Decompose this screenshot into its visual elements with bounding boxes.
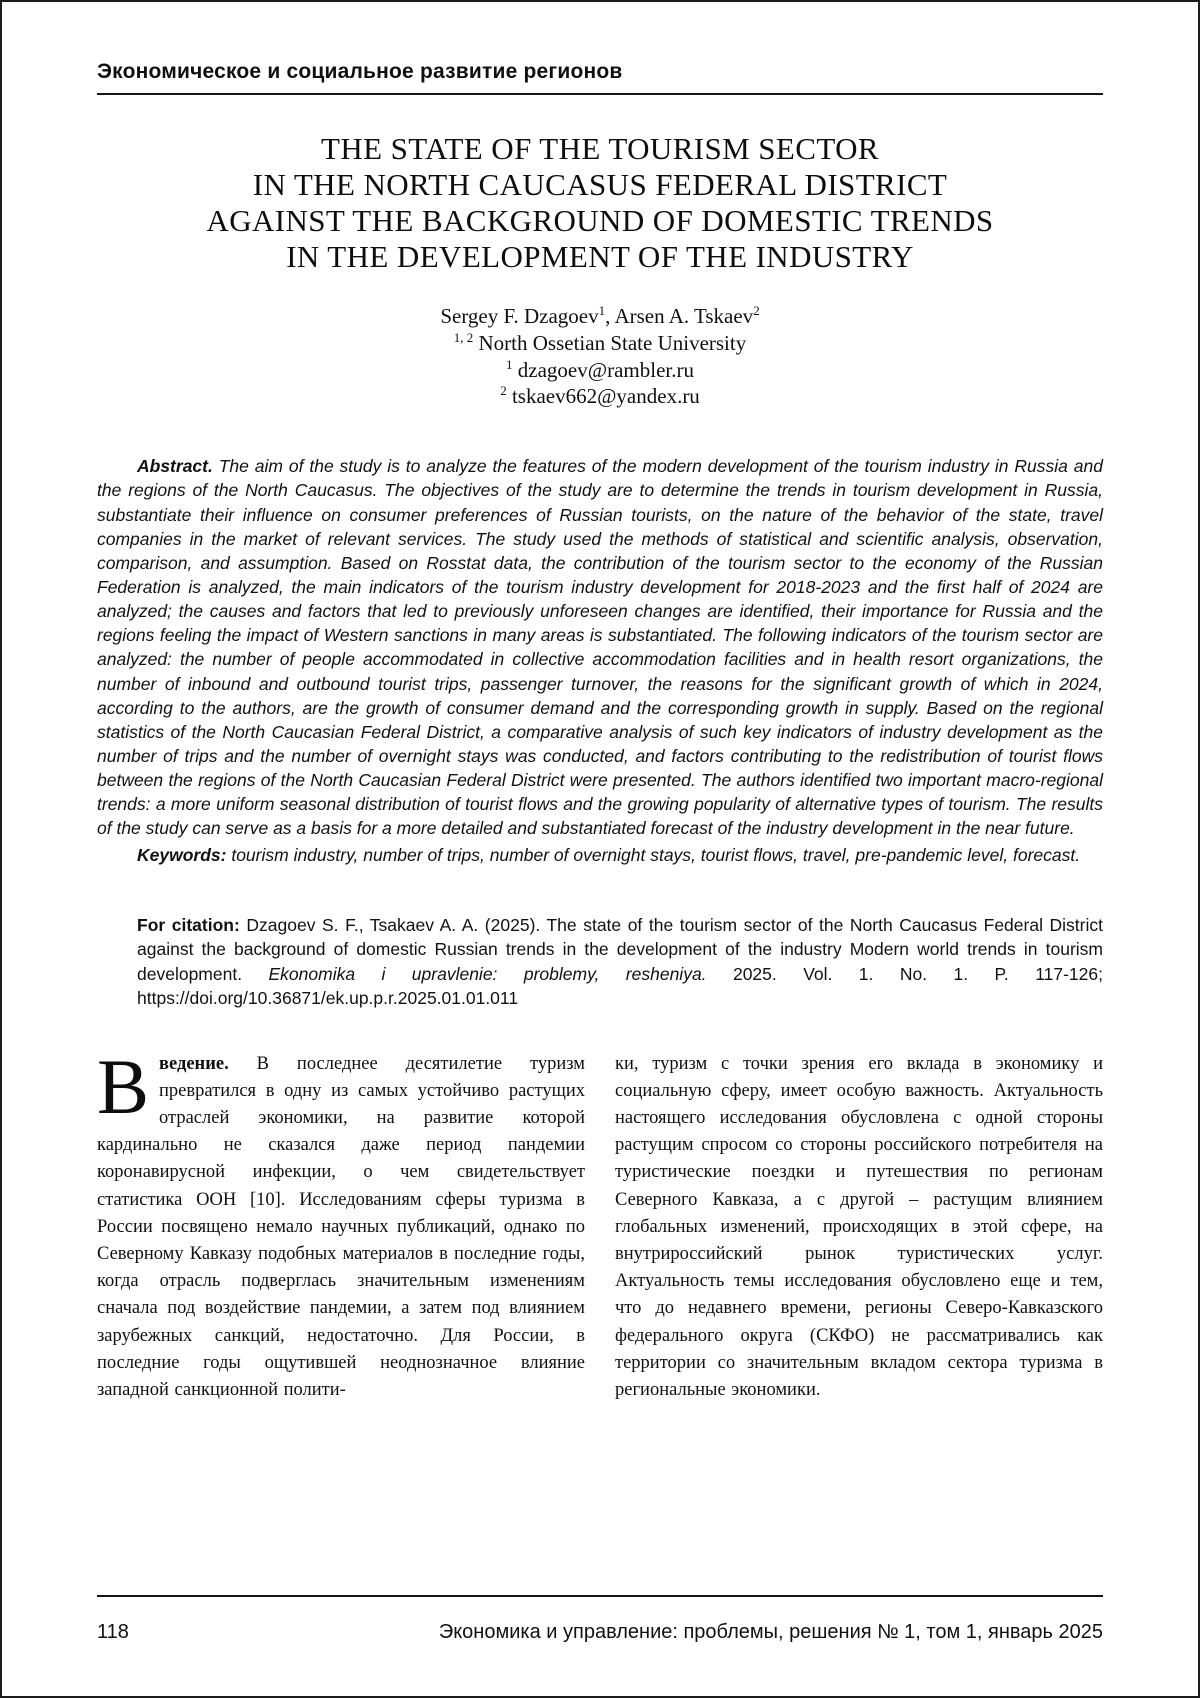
article-title: [97, 131, 1103, 275]
title-line-2: IN THE NORTH CAUCASUS FEDERAL DISTRICT: [252, 166, 948, 202]
author-1-name: Sergey F. Dzagoev: [440, 303, 599, 328]
right-column: [615, 1051, 1103, 1404]
right-column-text: ки, туризм с точки зрения его вклада в экономику и социальную сферу, имеет особую важность. Актуальность настоящего исследования обусловлена с одной стороны растущим спросом со стороны российского потребителя на туристические поездки и путешествия по регионам Северного Кавказа, а с другой – растущим влиянием глобальных изменений, происходящих в этой сфере, на внутрироссийский рынок туристических услуг. Актуальность темы исследования обусловлено еще и тем, что до недавнего времени, регионы Северо-Кавказского федерального округа (СКФО) не рассматривались как территории со значительным вкладом сектора туризма в региональные экономики.: [615, 1053, 1103, 1400]
title-line-1: THE STATE OF THE TOURISM SECTOR: [321, 131, 879, 166]
abstract-paragraph: [97, 454, 1103, 840]
keywords-paragraph: [97, 843, 1103, 867]
email-line-1: [97, 357, 1103, 384]
title-line-3: AGAINST THE BACKGROUND OF DOMESTIC TRENDS: [206, 202, 994, 238]
keywords-label: Keywords:: [137, 844, 227, 865]
citation-paragraph: [137, 913, 1103, 1011]
author-2-name: Arsen A. Tskaev: [614, 303, 754, 328]
dropcap-letter: В: [97, 1042, 150, 1130]
email-2-sup: 2: [500, 383, 507, 399]
email-line-2: [97, 383, 1103, 410]
left-column-text: В последнее десятилетие туризм превратился в одну из самых устойчиво растущих отраслей экономики, на развитие которой кардинально не сказался даже период пандемии коронавирусной инфекции, о чем свидетельствует статистика ООН [10]. Исследованиям сферы туризма в России посвящено немало научных публикаций, однако по Северному Кавказу подобных материалов в последние годы, когда отрасль подверглась значительным изменениям сначала под воздействие пандемии, а затем под влиянием зарубежных санкций, недостаточно. Для России, в последние годы ощутившей неоднозначное влияние западной санкционной полити-: [97, 1053, 585, 1400]
footer-journal-info: Экономика и управление: проблемы, решения № 1, том 1, январь 2025: [438, 1621, 1103, 1643]
footer-rule: [97, 1595, 1103, 1597]
body-columns: [97, 1042, 1103, 1404]
abstract-text: The aim of the study is to analyze the features of the modern development of the tourism industry in Russia and the regions of the North Caucasus. The objectives of the study are to determine the trends in tourism development in Russia, substantiate their influence on consumer preferences of Russian tourists, on the nature of the behavior of the state, travel companies in the market of relevant services. The study used the methods of statistical and scientific analysis, observation, comparison, and assumption. Based on Rosstat data, the contribution of the tourism sector to the economy of the Russian Federation is analyzed, the main indicators of the tourism industry development for 2018-2023 and the first half of 2024 are analyzed; the causes and factors that led to previously unforeseen changes are identified, their importance for Russia and the regions feeling the impact of Western sanctions in many areas is substantiated. The following indicators of the tourism sector are analyzed: the number of people accommodated in collective accommodation facilities and in health resort organizations, the number of inbound and outbound tourist trips, passenger turnover, the reasons for the significant growth of which in 2024, according to the authors, are the growth of consumer demand and the corresponding growth in supply. Based on the regional statistics of the North Caucasian Federal District, a comparative analysis of such key indicators of industry development as the number of trips and the number of overnight stays was conducted, and factors contributing to the redistribution of tourist flows between the regions of the North Caucasian Federal District were presented. The authors identified two important macro-regional trends: a more uniform seasonal distribution of tourist flows and the growing popularity of alternative types of tourism. The results of the study can serve as a basis for a more detailed and substantiated forecast of the industry development in the near future.: [97, 456, 1103, 839]
header-rule: [97, 93, 1103, 95]
email-2: tskaev662@yandex.ru: [506, 384, 700, 409]
authors-line: [97, 303, 1103, 330]
abstract-label: Abstract.: [137, 456, 213, 477]
author-2-sup: 2: [753, 302, 760, 318]
citation-label: For citation:: [137, 914, 240, 935]
email-1-sup: 1: [506, 356, 513, 372]
author-1-sup: 1: [598, 302, 606, 318]
introduction-label: ведение.: [159, 1053, 229, 1074]
affiliation-sup: 1, 2: [453, 329, 474, 345]
page-footer: [97, 1595, 1103, 1644]
authors-separator: ,: [605, 303, 615, 328]
citation-text-before: Dzagoev S. F., Tsakaev A. A. (2025). The state of the tourism sector of the North Caucasus Federal District against the background of domestic Russian trends in the development of the industry Modern world trends in tourism development.: [137, 914, 1103, 984]
footer-row: [97, 1621, 1103, 1644]
left-column: [97, 1042, 585, 1404]
page-number: 118: [97, 1621, 129, 1643]
affiliation-line: [97, 330, 1103, 357]
running-head: Экономическое и социальное развитие регионов: [97, 60, 623, 83]
email-1: dzagoev@rambler.ru: [512, 357, 694, 382]
citation-journal-title: Ekonomika i upravlenie: problemy, resheniya.: [268, 963, 707, 984]
title-line-4: IN THE DEVELOPMENT OF THE INDUSTRY: [286, 238, 914, 274]
affiliation-text: North Ossetian State University: [473, 330, 747, 355]
authors-block: [97, 303, 1103, 411]
citation-text-after: 2025. Vol. 1. No. 1. P. 117-126; https://doi.org/10.36871/ek.up.p.r.2025.01.01.011: [137, 963, 1103, 1009]
keywords-text: tourism industry, number of trips, number of overnight stays, tourist flows, travel, pre-pandemic level, forecast.: [226, 844, 1081, 865]
